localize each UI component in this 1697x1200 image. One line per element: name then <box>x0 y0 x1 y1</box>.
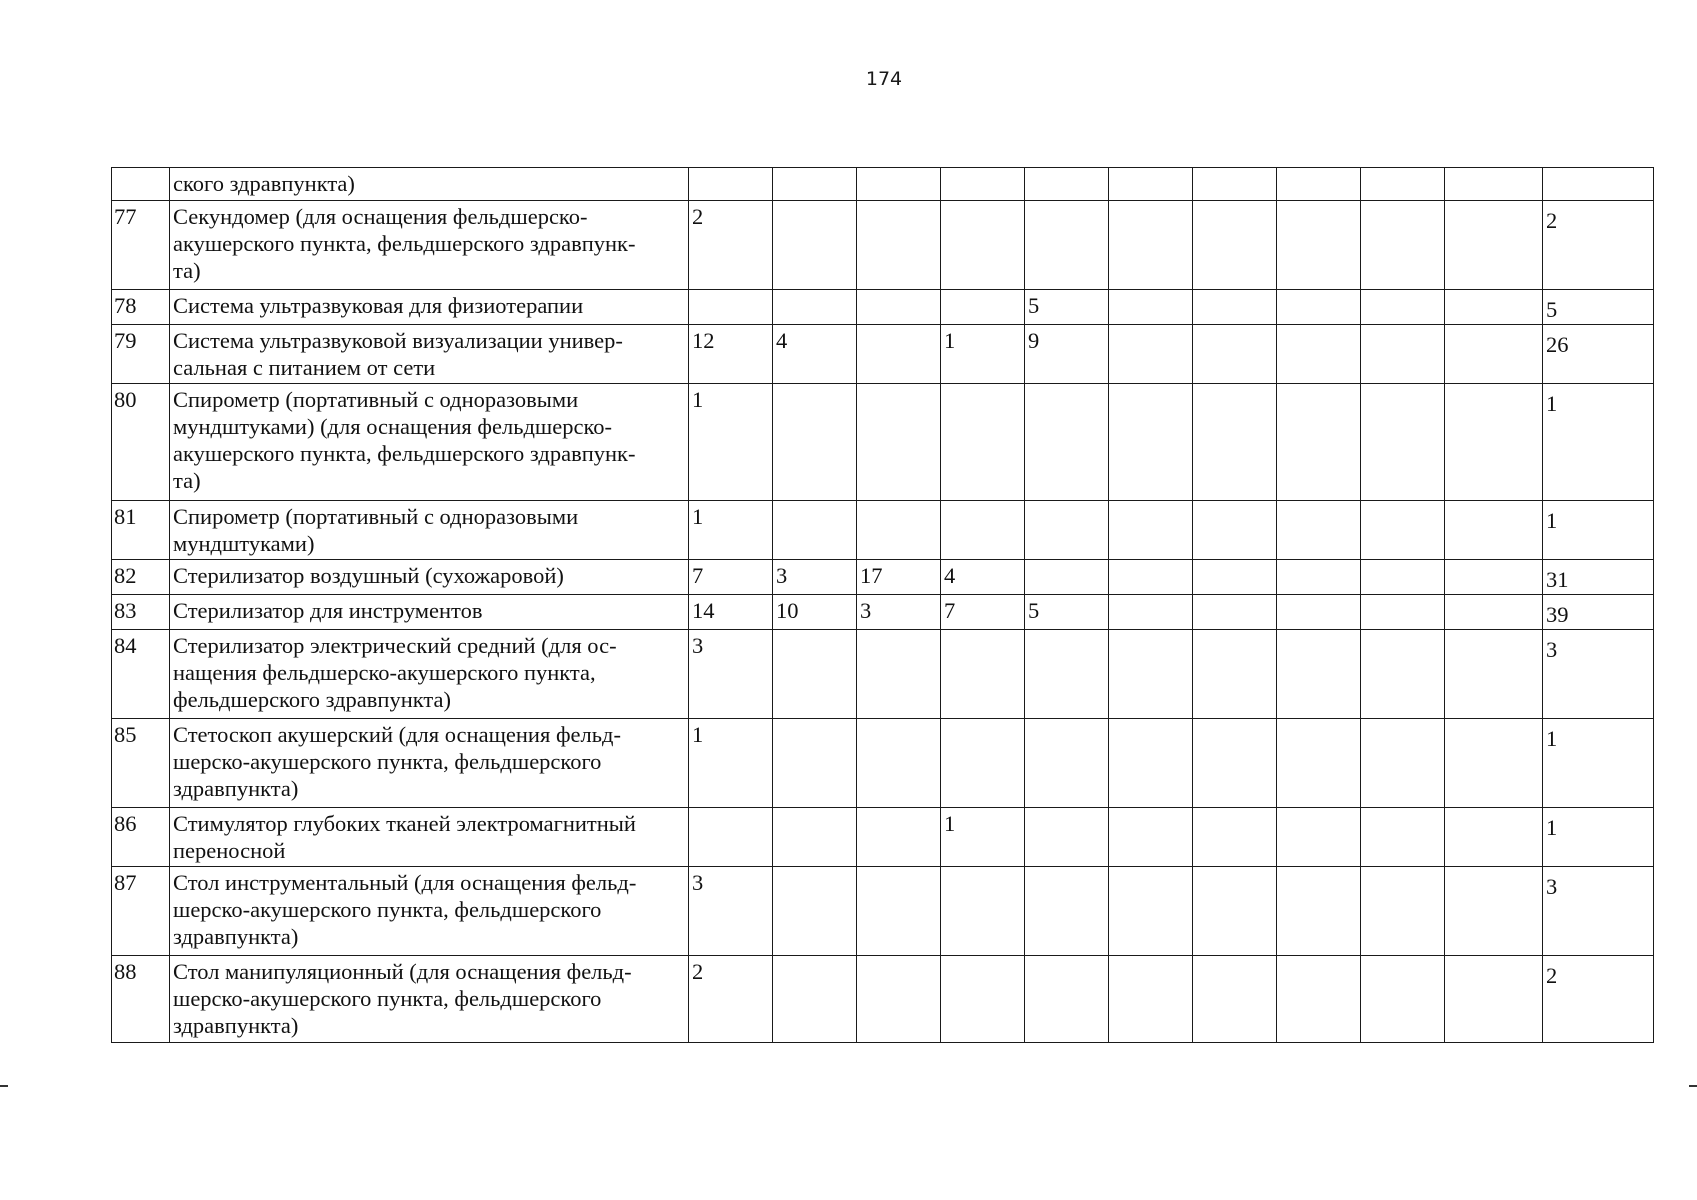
item-name-line: акушерского пункта, фельдшерского здравпунк- <box>173 231 636 256</box>
row-number-cell: 78 <box>112 290 170 325</box>
quantity-cell <box>941 290 1025 325</box>
quantity-cell <box>1193 630 1277 719</box>
table-row <box>112 290 1654 325</box>
quantity-cell <box>1445 808 1543 867</box>
item-name-line: шерско-акушерского пункта, фельдшерского <box>173 986 602 1011</box>
item-name-cell <box>170 719 689 808</box>
quantity-cell <box>941 384 1025 501</box>
quantity-cell <box>857 501 941 560</box>
quantity-cell <box>773 501 857 560</box>
quantity-cell <box>1277 325 1361 384</box>
table-row <box>112 808 1654 867</box>
quantity-cell <box>1361 630 1445 719</box>
table-row <box>112 384 1654 501</box>
table-body <box>112 168 1654 1043</box>
total-cell: 5 <box>1543 290 1654 325</box>
quantity-cell <box>1025 501 1109 560</box>
quantity-cell <box>1361 867 1445 956</box>
quantity-cell <box>1277 501 1361 560</box>
quantity-cell <box>1445 867 1543 956</box>
quantity-cell: 3 <box>857 595 941 630</box>
quantity-cell <box>857 956 941 1043</box>
total-cell: 1 <box>1543 384 1654 501</box>
quantity-cell <box>941 867 1025 956</box>
quantity-cell <box>1277 290 1361 325</box>
quantity-cell <box>1277 560 1361 595</box>
table-row <box>112 630 1654 719</box>
quantity-cell <box>1445 630 1543 719</box>
quantity-cell <box>1193 719 1277 808</box>
quantity-cell <box>1025 956 1109 1043</box>
quantity-cell <box>1277 719 1361 808</box>
item-name-line: та) <box>173 468 201 493</box>
quantity-cell <box>941 956 1025 1043</box>
quantity-cell <box>941 719 1025 808</box>
quantity-cell <box>1277 384 1361 501</box>
quantity-cell <box>1361 201 1445 290</box>
quantity-cell <box>1193 384 1277 501</box>
quantity-cell <box>1361 168 1445 201</box>
total-cell: 2 <box>1543 956 1654 1043</box>
quantity-cell <box>941 168 1025 201</box>
table-row <box>112 560 1654 595</box>
item-name-line: Секундомер (для оснащения фельдшерско- <box>173 204 588 229</box>
quantity-cell <box>1445 595 1543 630</box>
row-number-cell: 77 <box>112 201 170 290</box>
item-name-line: здравпункта) <box>173 776 299 801</box>
quantity-cell: 7 <box>941 595 1025 630</box>
left-edge-mark <box>0 1085 8 1087</box>
quantity-cell <box>941 630 1025 719</box>
item-name-cell <box>170 201 689 290</box>
item-name-cell <box>170 325 689 384</box>
quantity-cell <box>1445 325 1543 384</box>
quantity-cell <box>773 719 857 808</box>
item-name-line: Система ультразвуковой визуализации универ- <box>173 328 623 353</box>
quantity-cell: 14 <box>689 595 773 630</box>
total-cell: 3 <box>1543 867 1654 956</box>
item-name-line: здравпункта) <box>173 1013 299 1038</box>
quantity-cell <box>689 168 773 201</box>
quantity-cell <box>773 384 857 501</box>
quantity-cell: 1 <box>689 384 773 501</box>
quantity-cell: 5 <box>1025 595 1109 630</box>
item-name-line: Спирометр (портативный с одноразовыми <box>173 387 579 412</box>
quantity-cell: 7 <box>689 560 773 595</box>
row-number-cell: 80 <box>112 384 170 501</box>
total-cell: 1 <box>1543 808 1654 867</box>
quantity-cell <box>857 290 941 325</box>
quantity-cell: 3 <box>689 630 773 719</box>
quantity-cell <box>1445 201 1543 290</box>
item-name-cell <box>170 290 689 325</box>
row-number-cell: 86 <box>112 808 170 867</box>
item-name-line: акушерского пункта, фельдшерского здравпунк- <box>173 441 636 466</box>
quantity-cell: 1 <box>689 501 773 560</box>
item-name-line: Стетоскоп акушерский (для оснащения фельд- <box>173 722 621 747</box>
quantity-cell <box>1193 560 1277 595</box>
item-name-line: шерско-акушерского пункта, фельдшерского <box>173 897 602 922</box>
right-edge-mark <box>1689 1085 1697 1087</box>
row-number-cell: 87 <box>112 867 170 956</box>
quantity-cell: 4 <box>773 325 857 384</box>
quantity-cell <box>1193 808 1277 867</box>
quantity-cell <box>1025 201 1109 290</box>
quantity-cell <box>1361 325 1445 384</box>
item-name-line: Спирометр (портативный с одноразовыми <box>173 504 579 529</box>
quantity-cell <box>857 719 941 808</box>
quantity-cell <box>1109 201 1193 290</box>
table-row <box>112 325 1654 384</box>
quantity-cell <box>1109 595 1193 630</box>
quantity-cell <box>941 501 1025 560</box>
item-name-cell <box>170 808 689 867</box>
quantity-cell <box>773 956 857 1043</box>
quantity-cell <box>1277 201 1361 290</box>
quantity-cell: 5 <box>1025 290 1109 325</box>
quantity-cell <box>1193 867 1277 956</box>
quantity-cell <box>1445 560 1543 595</box>
quantity-cell <box>773 867 857 956</box>
quantity-cell <box>1193 956 1277 1043</box>
quantity-cell <box>1193 168 1277 201</box>
total-cell: 1 <box>1543 501 1654 560</box>
quantity-cell <box>1445 290 1543 325</box>
item-name-line: Стерилизатор электрический средний (для ос- <box>173 633 617 658</box>
quantity-cell <box>1445 501 1543 560</box>
quantity-cell: 10 <box>773 595 857 630</box>
total-cell: 39 <box>1543 595 1654 630</box>
quantity-cell <box>1193 501 1277 560</box>
quantity-cell <box>1277 867 1361 956</box>
item-name-line: шерско-акушерского пункта, фельдшерского <box>173 749 602 774</box>
quantity-cell <box>1109 384 1193 501</box>
quantity-cell <box>1361 956 1445 1043</box>
item-name-line: здравпункта) <box>173 924 299 949</box>
item-name-line: мундштуками) (для оснащения фельдшерско- <box>173 414 612 439</box>
quantity-cell <box>857 168 941 201</box>
item-name-cell <box>170 501 689 560</box>
table-row <box>112 501 1654 560</box>
quantity-cell <box>1025 719 1109 808</box>
quantity-cell <box>1025 560 1109 595</box>
quantity-cell: 4 <box>941 560 1025 595</box>
total-cell: 1 <box>1543 719 1654 808</box>
total-cell: 2 <box>1543 201 1654 290</box>
quantity-cell <box>1361 290 1445 325</box>
quantity-cell <box>1361 560 1445 595</box>
quantity-cell <box>1193 595 1277 630</box>
quantity-cell <box>1277 168 1361 201</box>
row-number-cell: 84 <box>112 630 170 719</box>
quantity-cell <box>1193 325 1277 384</box>
quantity-cell <box>1277 630 1361 719</box>
quantity-cell: 3 <box>689 867 773 956</box>
table-row <box>112 719 1654 808</box>
quantity-cell <box>773 168 857 201</box>
quantity-cell <box>857 867 941 956</box>
quantity-cell: 1 <box>941 325 1025 384</box>
item-name-cell <box>170 867 689 956</box>
table-row <box>112 201 1654 290</box>
row-number-cell: 81 <box>112 501 170 560</box>
quantity-cell <box>1361 595 1445 630</box>
quantity-cell <box>857 325 941 384</box>
row-number-cell: 83 <box>112 595 170 630</box>
item-name-cell <box>170 630 689 719</box>
item-name-cell <box>170 384 689 501</box>
quantity-cell <box>1193 290 1277 325</box>
quantity-cell <box>1025 384 1109 501</box>
quantity-cell <box>1277 595 1361 630</box>
item-name-line: фельдшерского здравпункта) <box>173 687 451 712</box>
quantity-cell <box>1361 808 1445 867</box>
item-name-cell <box>170 595 689 630</box>
quantity-cell <box>1277 808 1361 867</box>
table-row <box>112 168 1654 201</box>
quantity-cell <box>689 808 773 867</box>
item-name-line: сальная с питанием от сети <box>173 355 436 380</box>
quantity-cell <box>857 630 941 719</box>
quantity-cell <box>1109 630 1193 719</box>
total-cell: 26 <box>1543 325 1654 384</box>
item-name-line: переносной <box>173 838 286 863</box>
quantity-cell <box>857 384 941 501</box>
item-name-line: Стимулятор глубоких тканей электромагнитный <box>173 811 636 836</box>
quantity-cell <box>773 201 857 290</box>
item-name-cell <box>170 560 689 595</box>
quantity-cell <box>1109 808 1193 867</box>
row-number-cell: 85 <box>112 719 170 808</box>
quantity-cell <box>1109 956 1193 1043</box>
item-name-line: мундштуками) <box>173 531 315 556</box>
table-row <box>112 595 1654 630</box>
item-name-cell <box>170 168 689 201</box>
quantity-cell <box>1025 168 1109 201</box>
table-row <box>112 956 1654 1043</box>
quantity-cell <box>1109 290 1193 325</box>
quantity-cell <box>1025 630 1109 719</box>
quantity-cell: 12 <box>689 325 773 384</box>
quantity-cell: 1 <box>689 719 773 808</box>
total-cell: 31 <box>1543 560 1654 595</box>
item-name-line: ского здравпункта) <box>173 171 355 196</box>
quantity-cell: 3 <box>773 560 857 595</box>
quantity-cell <box>1361 384 1445 501</box>
quantity-cell <box>941 201 1025 290</box>
quantity-cell <box>773 808 857 867</box>
quantity-cell <box>1277 956 1361 1043</box>
quantity-cell <box>1109 325 1193 384</box>
item-name-line: Стерилизатор воздушный (сухожаровой) <box>173 563 564 588</box>
item-name-cell <box>170 956 689 1043</box>
page-number: 174 <box>865 68 903 90</box>
row-number-cell <box>112 168 170 201</box>
row-number-cell: 79 <box>112 325 170 384</box>
quantity-cell <box>1361 501 1445 560</box>
quantity-cell <box>773 630 857 719</box>
quantity-cell <box>1445 719 1543 808</box>
item-name-line: Система ультразвуковая для физиотерапии <box>173 293 584 318</box>
total-cell <box>1543 168 1654 201</box>
quantity-cell <box>1445 956 1543 1043</box>
row-number-cell: 82 <box>112 560 170 595</box>
quantity-cell <box>1109 560 1193 595</box>
item-name-line: Стол манипуляционный (для оснащения фельд- <box>173 959 632 984</box>
item-name-line: нащения фельдшерско-акушерского пункта, <box>173 660 596 685</box>
quantity-cell <box>1109 867 1193 956</box>
quantity-cell: 9 <box>1025 325 1109 384</box>
quantity-cell <box>1025 808 1109 867</box>
quantity-cell <box>689 290 773 325</box>
row-number-cell: 88 <box>112 956 170 1043</box>
total-cell: 3 <box>1543 630 1654 719</box>
quantity-cell <box>1109 501 1193 560</box>
quantity-cell: 2 <box>689 956 773 1043</box>
quantity-cell <box>773 290 857 325</box>
equipment-table <box>111 167 1654 1043</box>
item-name-line: Стерилизатор для инструментов <box>173 598 483 623</box>
quantity-cell <box>1193 201 1277 290</box>
quantity-cell: 17 <box>857 560 941 595</box>
quantity-cell: 2 <box>689 201 773 290</box>
quantity-cell <box>1025 867 1109 956</box>
quantity-cell <box>1361 719 1445 808</box>
quantity-cell: 1 <box>941 808 1025 867</box>
quantity-cell <box>1109 168 1193 201</box>
quantity-cell <box>857 808 941 867</box>
item-name-line: та) <box>173 258 201 283</box>
quantity-cell <box>1445 168 1543 201</box>
item-name-line: Стол инструментальный (для оснащения фельд- <box>173 870 637 895</box>
quantity-cell <box>1109 719 1193 808</box>
quantity-cell <box>1445 384 1543 501</box>
quantity-cell <box>857 201 941 290</box>
table-row <box>112 867 1654 956</box>
